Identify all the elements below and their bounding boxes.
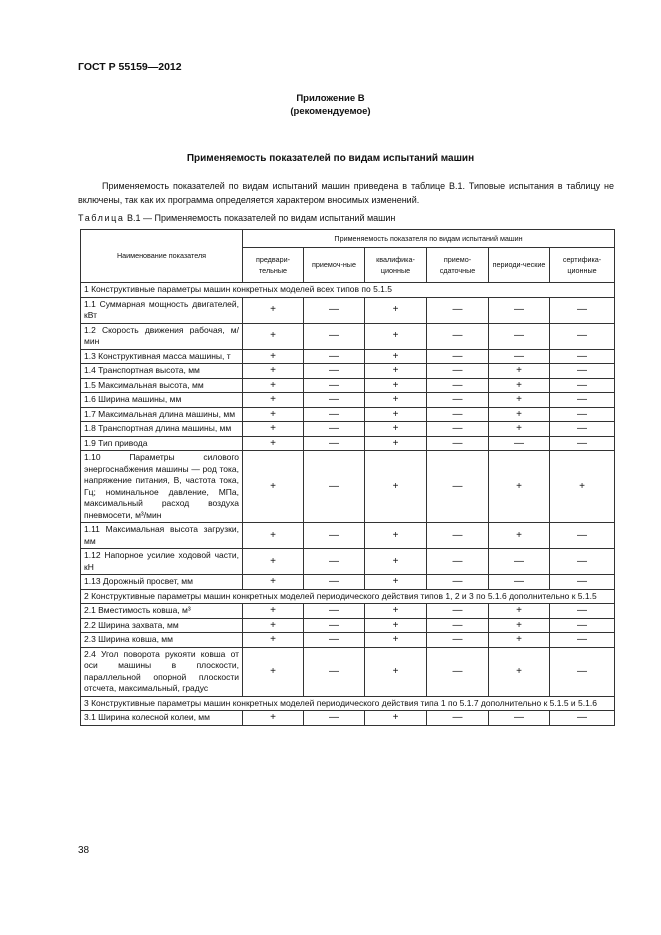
indicator-name-cell: 1.5 Максимальная высота, мм bbox=[81, 378, 243, 393]
applicability-mark-cell: — bbox=[304, 618, 365, 633]
table-row bbox=[81, 604, 615, 619]
section-title-cell: 1 Конструктивные параметры машин конкретных моделей всех типов по 5.1.5 bbox=[81, 283, 615, 298]
table-row bbox=[81, 364, 615, 379]
applicability-mark-cell: — bbox=[489, 297, 550, 323]
applicability-mark-cell: + bbox=[365, 323, 427, 349]
applicability-mark-cell: + bbox=[243, 364, 304, 379]
table-row bbox=[81, 711, 615, 726]
column-header-certification: сертифика-ционные bbox=[550, 248, 615, 283]
applicability-mark-cell: + bbox=[489, 523, 550, 549]
table-row bbox=[81, 575, 615, 590]
appendix-title: Приложение В bbox=[296, 93, 365, 104]
applicability-mark-cell: + bbox=[489, 604, 550, 619]
applicability-mark-cell: — bbox=[427, 407, 489, 422]
table-row bbox=[81, 323, 615, 349]
applicability-mark-cell: — bbox=[550, 523, 615, 549]
applicability-mark-cell: — bbox=[304, 711, 365, 726]
section-row bbox=[81, 283, 615, 298]
indicator-name-cell: 2.3 Ширина ковша, мм bbox=[81, 633, 243, 648]
indicator-name-cell: 1.3 Конструктивная масса машины, т bbox=[81, 349, 243, 364]
applicability-mark-cell: + bbox=[489, 364, 550, 379]
applicability-mark-cell: — bbox=[489, 323, 550, 349]
applicability-mark-cell: + bbox=[243, 711, 304, 726]
applicability-mark-cell: + bbox=[365, 575, 427, 590]
indicator-name-cell: 1.2 Скорость движения рабочая, м/мин bbox=[81, 323, 243, 349]
applicability-mark-cell: + bbox=[365, 378, 427, 393]
table-row bbox=[81, 549, 615, 575]
applicability-mark-cell: — bbox=[427, 523, 489, 549]
applicability-mark-cell: + bbox=[365, 618, 427, 633]
applicability-mark-cell: — bbox=[427, 647, 489, 696]
table-row bbox=[81, 618, 615, 633]
applicability-mark-cell: + bbox=[489, 633, 550, 648]
applicability-mark-cell: — bbox=[427, 422, 489, 437]
section-title: Применяемость показателей по видам испытаний машин bbox=[186, 153, 475, 164]
applicability-mark-cell: — bbox=[427, 618, 489, 633]
applicability-mark-cell: — bbox=[304, 393, 365, 408]
applicability-mark-cell: + bbox=[243, 451, 304, 523]
applicability-mark-cell: + bbox=[365, 711, 427, 726]
indicator-name-cell: 3.1 Ширина колесной колеи, мм bbox=[81, 711, 243, 726]
appendix-heading bbox=[0, 92, 661, 118]
indicator-name-cell: 2.2 Ширина захвата, мм bbox=[81, 618, 243, 633]
indicator-name-cell: 1.10 Параметры силового энергоснабжения машины — род тока, напряжение питания, В, частота тока, Гц; номинальное давление, МПа, максимальный расход воздуха пневмосети, м³/мин bbox=[81, 451, 243, 523]
intro-paragraph: Применяемость показателей по видам испытаний машин приведена в таблице В.1. Типовые испытания в таблицу не включены, так как их программа определяется характером вносимых изменений. bbox=[78, 181, 614, 205]
applicability-mark-cell: + bbox=[365, 349, 427, 364]
name-column-header: Наименование показателя bbox=[81, 230, 243, 283]
applicability-mark-cell: — bbox=[304, 422, 365, 437]
applicability-mark-cell: — bbox=[427, 633, 489, 648]
applicability-mark-cell: + bbox=[365, 393, 427, 408]
applicability-mark-cell: + bbox=[243, 575, 304, 590]
table-row bbox=[81, 523, 615, 549]
applicability-mark-cell: — bbox=[550, 575, 615, 590]
applicability-group-header: Применяемость показателя по видам испытаний машин bbox=[243, 230, 615, 248]
indicator-name-cell: 1.12 Напорное усилие ходовой части, кН bbox=[81, 549, 243, 575]
applicability-mark-cell: — bbox=[304, 647, 365, 696]
table-caption-text: В.1 — Применяемость показателей по видам испытаний машин bbox=[127, 213, 396, 223]
section-title-cell: 2 Конструктивные параметры машин конкретных моделей периодического действия типов 1, 2 и 3 по 5.1.6 дополнительно к 5.1.5 bbox=[81, 589, 615, 604]
indicator-name-cell: 1.6 Ширина машины, мм bbox=[81, 393, 243, 408]
applicability-mark-cell: — bbox=[550, 349, 615, 364]
applicability-mark-cell: — bbox=[304, 549, 365, 575]
table-row bbox=[81, 451, 615, 523]
applicability-mark-cell: — bbox=[427, 451, 489, 523]
section-title-cell: 3 Конструктивные параметры машин конкретных моделей периодического действия типа 1 по 5.1.7 дополнительно к 5.1.5 и 5.1.6 bbox=[81, 696, 615, 711]
applicability-mark-cell: — bbox=[304, 297, 365, 323]
applicability-mark-cell: — bbox=[550, 323, 615, 349]
applicability-mark-cell: — bbox=[304, 407, 365, 422]
applicability-mark-cell: + bbox=[365, 523, 427, 549]
applicability-mark-cell: — bbox=[489, 349, 550, 364]
table-caption-label: Таблица bbox=[78, 213, 125, 223]
applicability-mark-cell: + bbox=[489, 422, 550, 437]
applicability-mark-cell: + bbox=[365, 604, 427, 619]
applicability-mark-cell: + bbox=[243, 422, 304, 437]
applicability-table bbox=[80, 229, 615, 726]
applicability-mark-cell: — bbox=[550, 407, 615, 422]
applicability-mark-cell: + bbox=[489, 407, 550, 422]
indicator-name-cell: 1.13 Дорожный просвет, мм bbox=[81, 575, 243, 590]
applicability-mark-cell: — bbox=[550, 633, 615, 648]
applicability-mark-cell: + bbox=[365, 549, 427, 575]
applicability-mark-cell: — bbox=[304, 378, 365, 393]
indicator-name-cell: 1.7 Максимальная длина машины, мм bbox=[81, 407, 243, 422]
applicability-mark-cell: — bbox=[550, 364, 615, 379]
applicability-mark-cell: — bbox=[550, 618, 615, 633]
applicability-mark-cell: + bbox=[243, 393, 304, 408]
applicability-mark-cell: — bbox=[304, 575, 365, 590]
indicator-name-cell: 1.9 Тип привода bbox=[81, 436, 243, 451]
applicability-mark-cell: — bbox=[550, 549, 615, 575]
applicability-mark-cell: — bbox=[304, 523, 365, 549]
applicability-mark-cell: + bbox=[243, 549, 304, 575]
applicability-mark-cell: — bbox=[550, 393, 615, 408]
indicator-name-cell: 1.8 Транспортная длина машины, мм bbox=[81, 422, 243, 437]
applicability-mark-cell: + bbox=[365, 297, 427, 323]
applicability-mark-cell: — bbox=[427, 575, 489, 590]
indicator-name-cell: 2.1 Вместимость ковша, м³ bbox=[81, 604, 243, 619]
applicability-mark-cell: — bbox=[304, 364, 365, 379]
page-number: 38 bbox=[78, 845, 90, 856]
applicability-mark-cell: — bbox=[427, 549, 489, 575]
applicability-mark-cell: + bbox=[243, 323, 304, 349]
applicability-mark-cell: + bbox=[489, 647, 550, 696]
applicability-mark-cell: + bbox=[243, 647, 304, 696]
applicability-mark-cell: — bbox=[304, 451, 365, 523]
applicability-mark-cell: — bbox=[304, 604, 365, 619]
table-caption bbox=[78, 213, 395, 223]
table-row bbox=[81, 422, 615, 437]
applicability-mark-cell: — bbox=[427, 364, 489, 379]
table-row bbox=[81, 378, 615, 393]
applicability-mark-cell: — bbox=[427, 393, 489, 408]
applicability-mark-cell: — bbox=[550, 647, 615, 696]
appendix-subtitle: (рекомендуемое) bbox=[290, 106, 371, 117]
applicability-mark-cell: — bbox=[427, 349, 489, 364]
applicability-mark-cell: — bbox=[304, 349, 365, 364]
applicability-mark-cell: + bbox=[489, 451, 550, 523]
applicability-mark-cell: — bbox=[550, 422, 615, 437]
applicability-mark-cell: + bbox=[243, 297, 304, 323]
indicator-name-cell: 1.4 Транспортная высота, мм bbox=[81, 364, 243, 379]
applicability-mark-cell: — bbox=[550, 604, 615, 619]
standard-number: ГОСТ Р 55159—2012 bbox=[78, 61, 182, 73]
applicability-mark-cell: — bbox=[427, 297, 489, 323]
applicability-mark-cell: + bbox=[243, 436, 304, 451]
table-header-row bbox=[81, 230, 615, 248]
applicability-mark-cell: + bbox=[243, 407, 304, 422]
applicability-mark-cell: + bbox=[365, 422, 427, 437]
applicability-mark-cell: + bbox=[489, 393, 550, 408]
applicability-mark-cell: + bbox=[550, 451, 615, 523]
applicability-mark-cell: + bbox=[365, 364, 427, 379]
applicability-mark-cell: + bbox=[243, 604, 304, 619]
indicator-name-cell: 1.1 Суммарная мощность двигателей, кВт bbox=[81, 297, 243, 323]
column-header-qualification: квалифика-ционные bbox=[365, 248, 427, 283]
applicability-mark-cell: — bbox=[550, 297, 615, 323]
applicability-mark-cell: — bbox=[427, 711, 489, 726]
column-header-acceptance: приемоч-ные bbox=[304, 248, 365, 283]
applicability-mark-cell: — bbox=[427, 436, 489, 451]
indicator-name-cell: 1.11 Максимальная высота загрузки, мм bbox=[81, 523, 243, 549]
applicability-mark-cell: — bbox=[427, 323, 489, 349]
applicability-mark-cell: — bbox=[489, 711, 550, 726]
table-row bbox=[81, 349, 615, 364]
applicability-mark-cell: — bbox=[427, 604, 489, 619]
applicability-mark-cell: + bbox=[489, 378, 550, 393]
applicability-mark-cell: + bbox=[489, 618, 550, 633]
applicability-mark-cell: — bbox=[550, 436, 615, 451]
indicator-name-cell: 2.4 Угол поворота рукояти ковша от оси машины в плоскости, параллельной опорной плоскости отсчета, максимальный, градус bbox=[81, 647, 243, 696]
applicability-mark-cell: — bbox=[550, 711, 615, 726]
column-header-periodic: периоди-ческие bbox=[489, 248, 550, 283]
section-row bbox=[81, 589, 615, 604]
applicability-mark-cell: + bbox=[365, 436, 427, 451]
table-row bbox=[81, 407, 615, 422]
applicability-mark-cell: — bbox=[304, 323, 365, 349]
applicability-mark-cell: — bbox=[550, 378, 615, 393]
column-header-delivery: приемо-сдаточные bbox=[427, 248, 489, 283]
applicability-mark-cell: — bbox=[489, 549, 550, 575]
applicability-mark-cell: + bbox=[365, 407, 427, 422]
applicability-mark-cell: + bbox=[365, 633, 427, 648]
applicability-mark-cell: + bbox=[365, 647, 427, 696]
applicability-mark-cell: — bbox=[304, 633, 365, 648]
applicability-mark-cell: — bbox=[489, 436, 550, 451]
table-row bbox=[81, 436, 615, 451]
applicability-mark-cell: + bbox=[243, 633, 304, 648]
applicability-mark-cell: + bbox=[243, 523, 304, 549]
applicability-mark-cell: — bbox=[304, 436, 365, 451]
table-row bbox=[81, 297, 615, 323]
table-row bbox=[81, 647, 615, 696]
table-row bbox=[81, 633, 615, 648]
applicability-mark-cell: + bbox=[365, 451, 427, 523]
section-row bbox=[81, 696, 615, 711]
table-row bbox=[81, 393, 615, 408]
applicability-mark-cell: — bbox=[489, 575, 550, 590]
applicability-mark-cell: + bbox=[243, 349, 304, 364]
applicability-mark-cell: + bbox=[243, 618, 304, 633]
column-header-preliminary: предвари-тельные bbox=[243, 248, 304, 283]
applicability-mark-cell: + bbox=[243, 378, 304, 393]
applicability-mark-cell: — bbox=[427, 378, 489, 393]
